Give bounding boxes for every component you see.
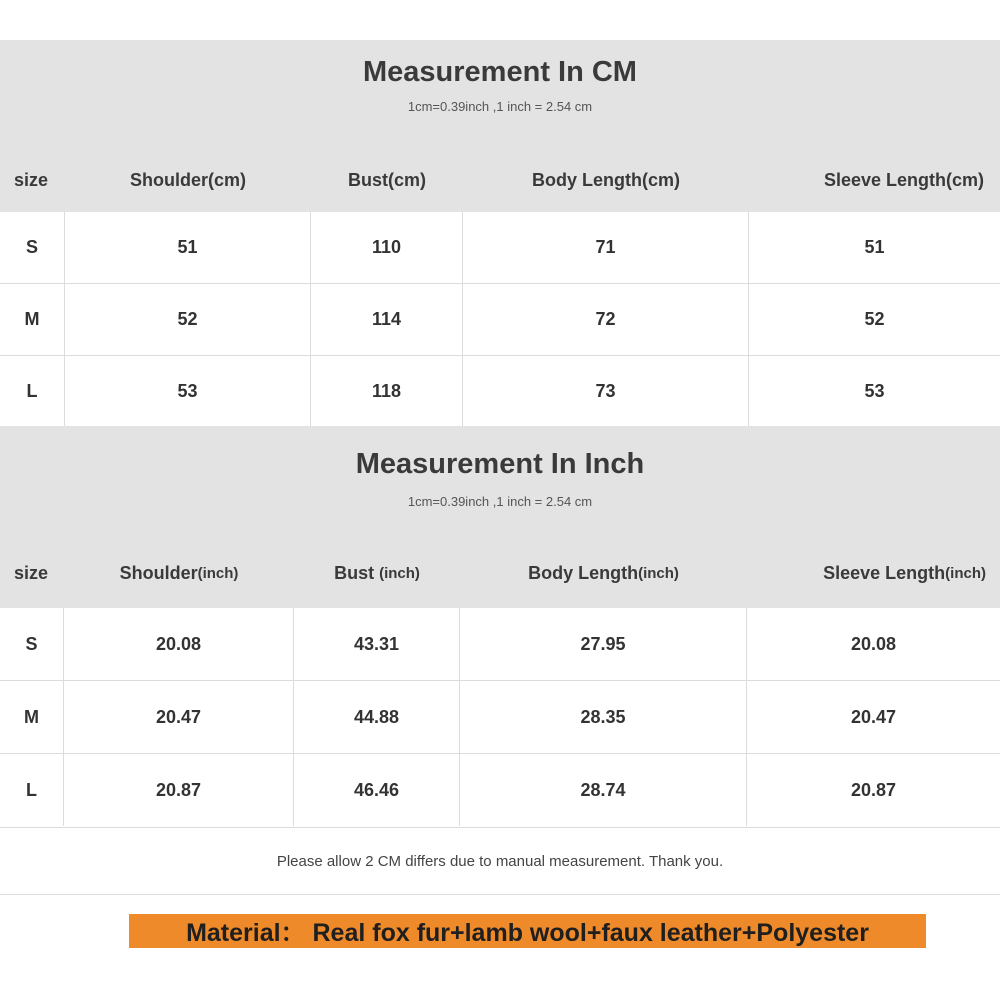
bust-cell: 118 <box>311 356 463 427</box>
size-cell: L <box>0 754 64 826</box>
sleeve-length-cell: 52 <box>864 309 885 329</box>
header-body-length: Body Length(cm) <box>532 169 680 190</box>
header-unit: (inch) <box>945 564 986 582</box>
inch-header-row <box>0 538 1000 608</box>
body-length-cell: 72 <box>463 284 749 355</box>
size-cell: M <box>0 284 65 355</box>
size-cell: L <box>0 356 65 427</box>
table-row <box>0 608 1000 681</box>
inch-conversion-note: 1cm=0.39inch ,1 inch = 2.54 cm <box>407 494 593 509</box>
material-banner: Material： Real fox fur+lamb wool+faux leather+Polyester <box>129 914 926 948</box>
body-length-cell: 71 <box>463 212 749 283</box>
size-cell: S <box>0 212 65 283</box>
header-label: Bust <box>334 562 380 583</box>
bust-cell: 114 <box>311 284 463 355</box>
body-length-cell: 73 <box>463 356 749 427</box>
sleeve-length-cell: 51 <box>864 237 885 257</box>
table-row <box>0 356 1000 427</box>
body-length-cell: 28.74 <box>460 754 747 826</box>
header-unit: (inch) <box>638 564 679 582</box>
cm-table-title: Measurement In CM <box>363 56 637 88</box>
measurement-disclaimer: Please allow 2 CM differs due to manual measurement. Thank you. <box>0 827 1000 895</box>
shoulder-cell: 20.87 <box>64 754 294 826</box>
shoulder-cell: 53 <box>65 356 311 427</box>
table-row <box>0 284 1000 356</box>
inch-table-title: Measurement In Inch <box>355 448 645 480</box>
shoulder-cell: 20.08 <box>64 608 294 680</box>
table-row <box>0 681 1000 754</box>
header-sleeve-length: Sleeve Length(cm) <box>823 169 984 190</box>
table-row <box>0 754 1000 826</box>
body-length-cell: 28.35 <box>460 681 747 753</box>
cm-measurement-table <box>0 40 1000 427</box>
header-unit: (inch) <box>197 564 239 582</box>
size-cell: S <box>0 608 64 680</box>
sleeve-length-cell: 53 <box>864 381 885 401</box>
table-row <box>0 212 1000 284</box>
inch-title-band <box>0 426 1000 538</box>
cm-title-band <box>0 40 1000 148</box>
header-label: Sleeve Length <box>823 562 946 583</box>
size-cell: M <box>0 681 64 753</box>
cm-conversion-note: 1cm=0.39inch ,1 inch = 2.54 cm <box>407 99 593 114</box>
shoulder-cell: 20.47 <box>64 681 294 753</box>
sleeve-length-cell: 20.87 <box>850 779 897 800</box>
header-bust: Bust(cm) <box>347 169 426 190</box>
inch-measurement-table <box>0 426 1000 826</box>
bust-cell: 43.31 <box>294 608 460 680</box>
sleeve-length-cell: 20.08 <box>850 633 897 654</box>
bust-cell: 44.88 <box>294 681 460 753</box>
bust-cell: 46.46 <box>294 754 460 826</box>
header-sleeve-length <box>747 538 1000 608</box>
shoulder-cell: 51 <box>65 212 311 283</box>
header-size: size <box>14 169 49 190</box>
inch-table-body <box>0 608 1000 826</box>
sleeve-length-cell: 20.47 <box>850 706 897 727</box>
cm-header-row <box>0 148 1000 212</box>
header-label: Body Length <box>528 562 639 583</box>
header-label: Shoulder <box>119 562 198 583</box>
header-shoulder <box>64 538 294 608</box>
header-shoulder: Shoulder(cm) <box>129 169 246 190</box>
shoulder-cell: 52 <box>65 284 311 355</box>
header-unit: (inch) <box>379 564 420 582</box>
header-bust <box>294 538 460 608</box>
header-size <box>0 538 64 608</box>
bust-cell: 110 <box>311 212 463 283</box>
cm-table-body <box>0 212 1000 427</box>
body-length-cell: 27.95 <box>460 608 747 680</box>
header-body-length <box>460 538 747 608</box>
header-label: size <box>14 562 49 583</box>
